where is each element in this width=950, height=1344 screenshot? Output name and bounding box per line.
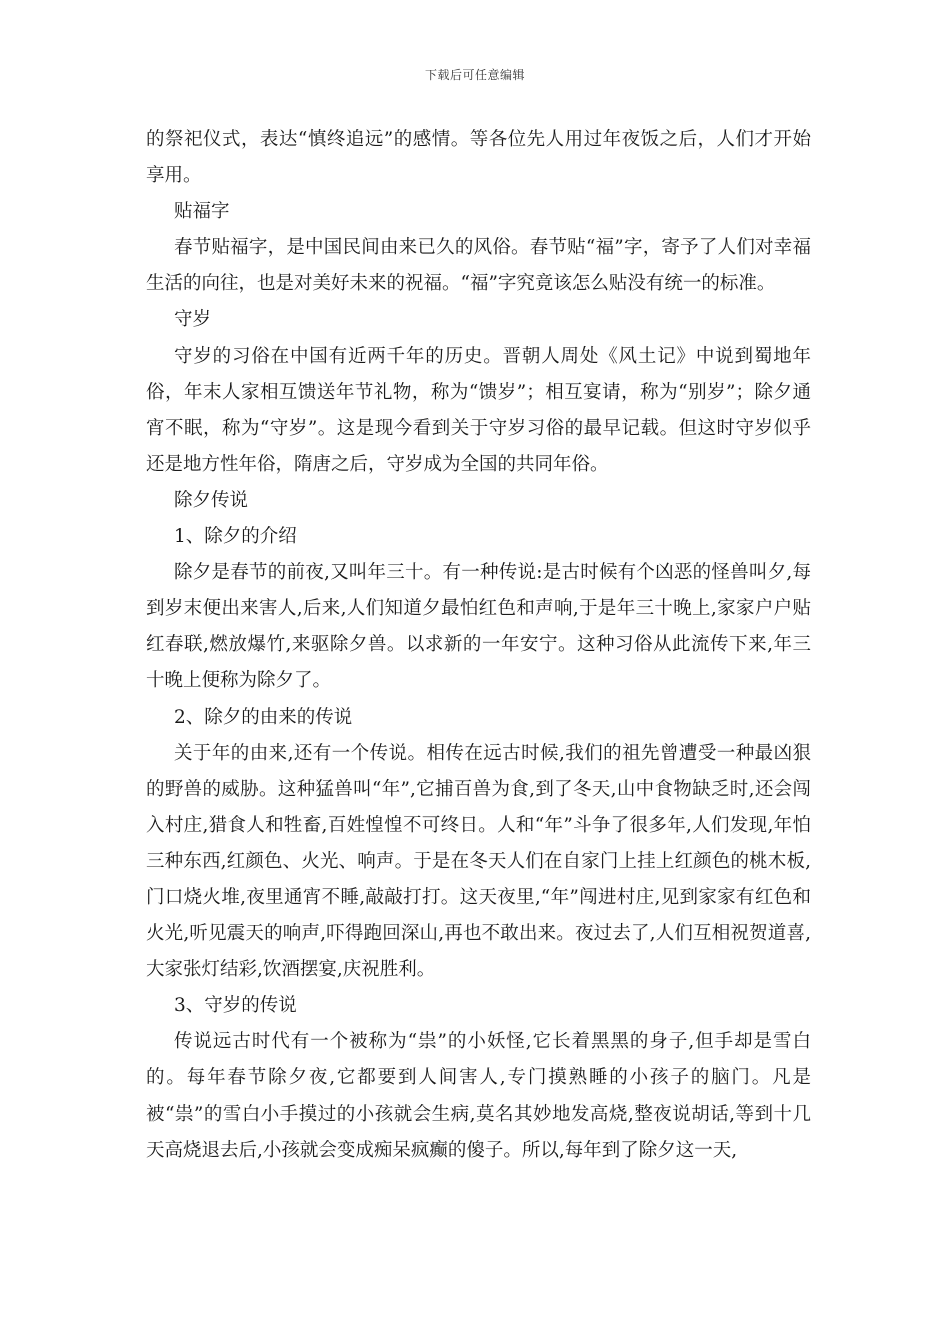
paragraph-ancestor-rites: 的祭祀仪式，表达“慎终追远”的感情。等各位先人用过年夜饭之后，人们才开始享用。 — [146, 129, 811, 187]
paragraph-chuxi-intro: 除夕是春节的前夜,又叫年三十。有一种传说:是古时候有个凶恶的怪兽叫夕,每到岁末便出来害人,后来,人们知道夕最怕红色和声响,于是年三十晚上,家家户户贴红春联,燃放爆竹,来驱除夕兽。以求新的一年安宁。这种习俗从此流传下来,年三十晚上便称为除夕了。 — [146, 562, 811, 692]
section-heading-shousui: 守岁 — [174, 309, 212, 331]
subheading-shousui-legend: 3、守岁的传说 — [174, 995, 297, 1017]
section-heading-legends: 除夕传说 — [174, 489, 249, 511]
document-body — [146, 122, 811, 1169]
paragraph-shousui: 守岁的习俗在中国有近两千年的历史。晋朝人周处《风土记》中说到蜀地年俗，年末人家相互馈送年节礼物，称为“馈岁”；相互宴请，称为“别岁”；除夕通宵不眠，称为“守岁”。这是现今看到关于守岁习俗的最早记载。但这时守岁似乎还是地方性年俗，隋唐之后，守岁成为全国的共同年俗。 — [146, 345, 811, 475]
page-header: 下载后可任意编辑 — [424, 68, 525, 82]
paragraph-shousui-legend: 传说远古时代有一个被称为“祟”的小妖怪,它长着黑黑的身子,但手却是雪白的。每年春节除夕夜,它都要到人间害人,专门摸熟睡的小孩子的脑门。凡是被“祟”的雪白小手摸过的小孩就会生病,莫名其妙地发高烧,整夜说胡话,等到十几天高烧退去后,小孩就会变成痴呆疯癫的傻子。所以,每年到了除夕这一天, — [146, 1031, 811, 1161]
subheading-chuxi-intro: 1、除夕的介绍 — [174, 526, 297, 548]
paragraph-chuxi-origin: 关于年的由来,还有一个传说。相传在远古时候,我们的祖先曾遭受一种最凶狠的野兽的威胁。这种猛兽叫“年”,它捕百兽为食,到了冬天,山中食物缺乏时,还会闯入村庄,猎食人和牲畜,百姓惶惶不可终日。人和“年”斗争了很多年,人们发现,年怕三种东西,红颜色、火光、响声。于是在冬天人们在自家门上挂上红颜色的桃木板,门口烧火堆,夜里通宵不睡,敲敲打打。这天夜里,“年”闯进村庄,见到家家有红色和火光,听见震天的响声,吓得跑回深山,再也不敢出来。夜过去了,人们互相祝贺道喜,大家张灯结彩,饮酒摆宴,庆祝胜利。 — [146, 742, 811, 981]
paragraph-fu-character: 春节贴福字，是中国民间由来已久的风俗。春节贴“福”字，寄予了人们对幸福生活的向往，也是对美好未来的祝福。“福”字究竟该怎么贴没有统一的标准。 — [146, 237, 811, 295]
subheading-chuxi-origin: 2、除夕的由来的传说 — [174, 706, 353, 728]
section-heading-fu-character: 贴福字 — [174, 201, 230, 223]
